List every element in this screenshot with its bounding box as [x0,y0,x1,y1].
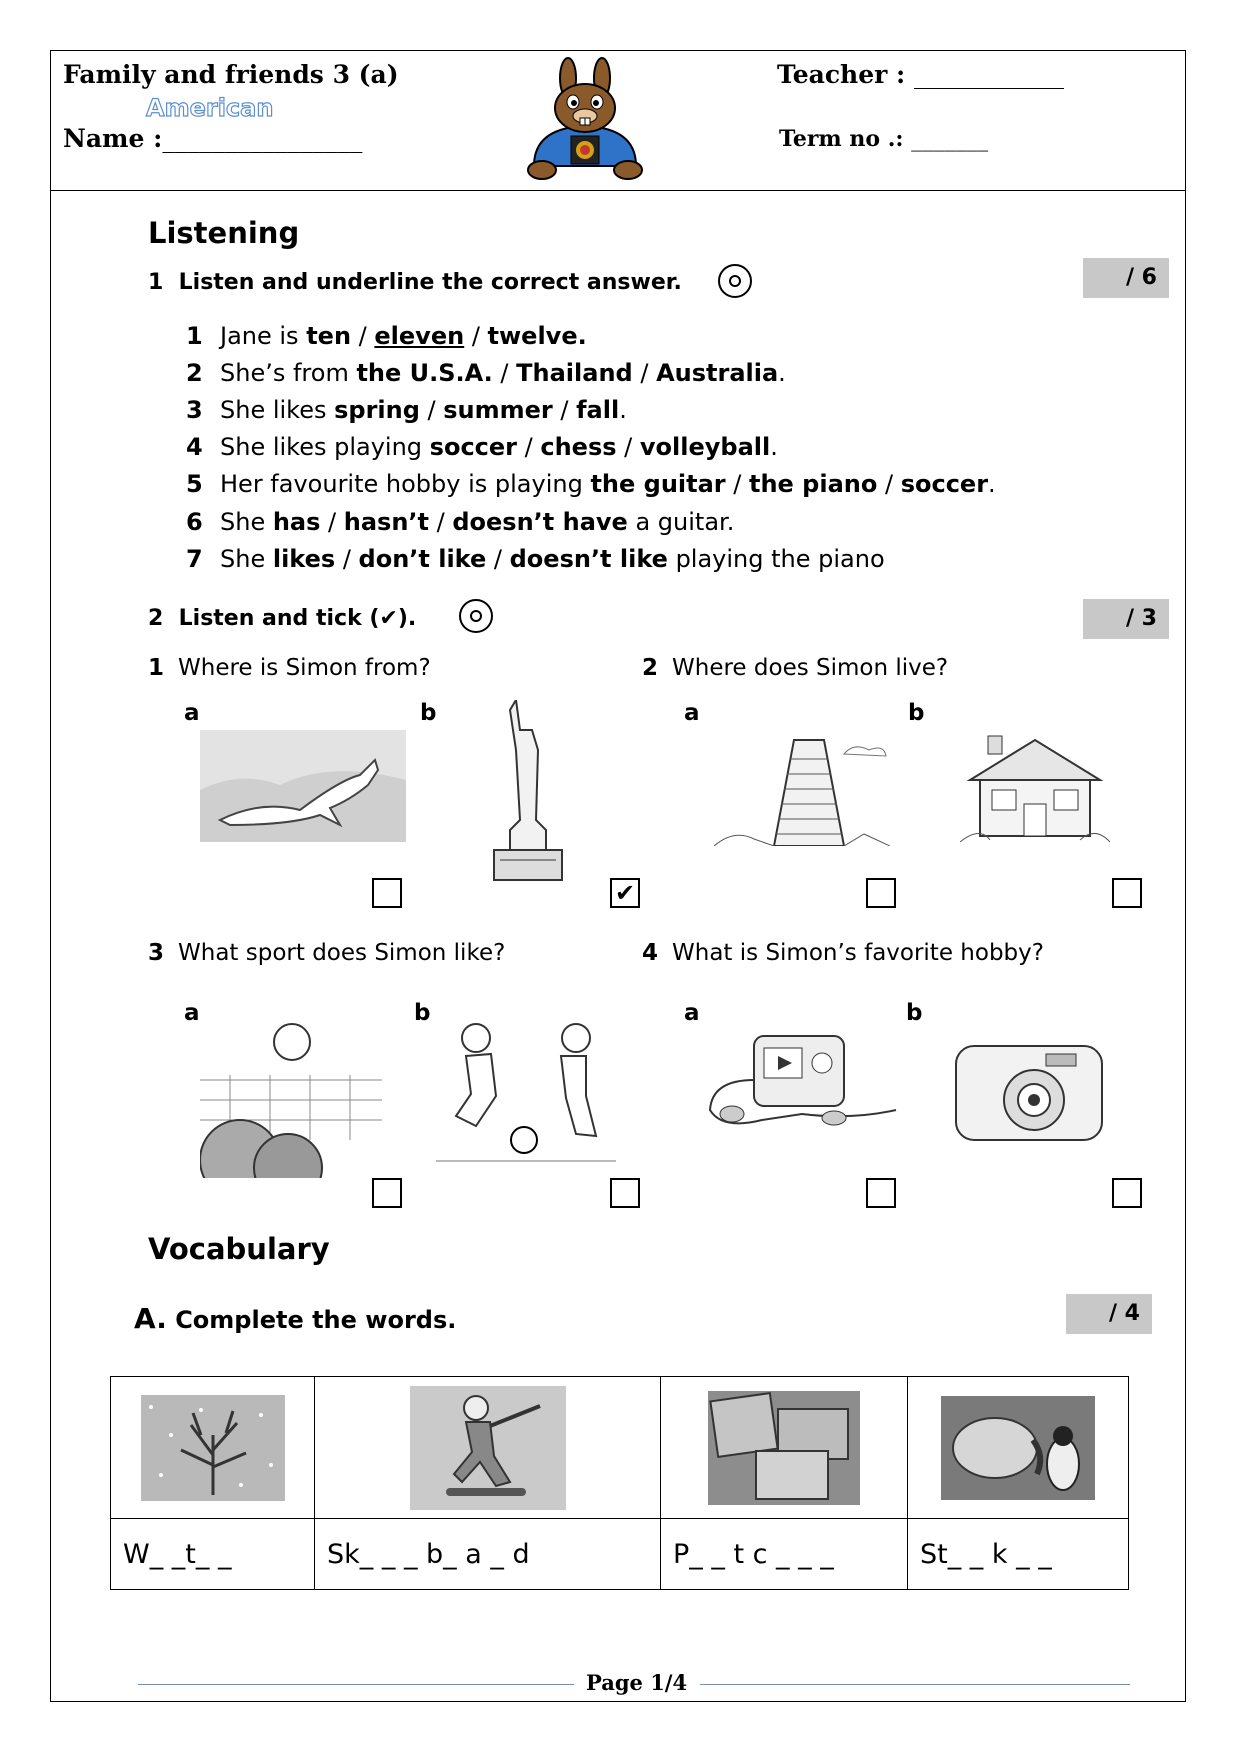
item-stem: She [220,545,273,573]
skyscraper-picture [714,734,890,846]
question-2 [642,655,948,681]
exercise2-score-box: / 3 [1083,599,1169,639]
teacher-label: Teacher : [777,60,906,89]
question-number: 2 [642,655,659,681]
edition-label: American [146,94,274,122]
question-text: Where does Simon live? [672,655,949,681]
answer-option[interactable]: chess [540,433,617,461]
exercise1-item: 7 She likes / don’t like / doesn’t like playing the piano [186,545,885,573]
item-stem: She likes [220,396,335,424]
winter-tree-picture [141,1395,285,1501]
skateboarder-picture [410,1386,566,1510]
exercise1-score-box: / 6 [1083,258,1169,298]
exercise1-item: 4 She likes playing soccer / chess / volleyball. [186,433,778,461]
question-text: What sport does Simon like? [178,940,506,966]
vocabulary-heading: Vocabulary [148,1232,330,1266]
name-field[interactable] [63,124,362,153]
tick-box-q3-b[interactable] [610,1178,640,1208]
item-number: 4 [186,433,203,461]
answer-option[interactable]: fall [576,396,620,424]
word-blank-sticker[interactable]: St_ _ k _ _ [908,1519,1129,1590]
word-row [111,1519,1129,1590]
elephant-penguin-picture [941,1396,1095,1500]
teacher-blank: ____________ [913,60,1064,89]
question-number: 1 [148,655,165,681]
tick-box-q3-a[interactable] [372,1178,402,1208]
volleyball-picture [200,1020,382,1178]
item-number: 7 [186,545,203,573]
question-3 [148,940,505,966]
item-stem: She [220,508,273,536]
name-label: Name : [63,124,163,153]
item-ending: playing the piano [667,545,885,573]
exercise1-number: 1 [148,270,164,295]
answer-option[interactable]: don’t like [358,545,487,573]
answer-option[interactable]: twelve. [487,322,587,350]
answer-option[interactable]: summer [443,396,553,424]
camera-picture [950,1040,1108,1146]
answer-option[interactable]: doesn’t like [509,545,668,573]
answer-option[interactable]: has [272,508,321,536]
question-1 [148,655,431,681]
answer-option[interactable]: ten [306,322,352,350]
word-blank-postcard[interactable]: P_ _ t c _ _ _ [661,1519,908,1590]
picture-cell [908,1377,1129,1519]
option-letter-b: b [906,1000,923,1026]
exercise1-text: Listen and underline the correct answer. [178,270,682,295]
answer-option[interactable]: spring [334,396,420,424]
item-ending: . [778,359,786,387]
option-letter-a: a [184,1000,200,1026]
answer-option[interactable]: hasn’t [343,508,430,536]
exercise1-item: 2 She’s from the U.S.A. / Thailand / Australia. [186,359,786,387]
page-number: Page 1/4 [586,1670,688,1695]
footer-rule-right [700,1684,1130,1685]
footer-rule-left [138,1684,574,1685]
item-number: 6 [186,508,203,536]
music-player-picture [702,1030,898,1140]
exercise2-number: 2 [148,606,164,631]
option-letter-a: a [184,700,200,726]
listening-heading: Listening [148,216,300,250]
worksheet-title: Family and friends 3 (a) [63,60,399,89]
item-number: 5 [186,470,203,498]
house-picture [960,730,1110,846]
item-ending: . [988,470,996,498]
answer-option[interactable]: the piano [748,470,878,498]
tick-box-q2-a[interactable] [866,878,896,908]
tick-box-q4-b[interactable] [1112,1178,1142,1208]
exerciseA-text: Complete the words. [175,1306,457,1334]
term-blank: _______ [911,127,989,152]
header-divider [50,190,1186,191]
option-letter-b: b [414,1000,431,1026]
picture-row [111,1377,1129,1519]
exerciseA-letter: A. [134,1302,167,1335]
exercise1-item: 6 She has / hasn’t / doesn’t have a guitar. [186,508,735,536]
answer-option[interactable]: soccer [900,470,989,498]
item-number: 2 [186,359,203,387]
word-blank-winter[interactable]: W_ _t_ _ [111,1519,315,1590]
answer-option[interactable]: the guitar [590,470,726,498]
exercise2-instruction [148,606,416,631]
tick-box-q1-a[interactable] [372,878,402,908]
picture-cell [661,1377,908,1519]
item-stem: She’s from [220,359,357,387]
answer-option[interactable]: volleyball [639,433,771,461]
exerciseA-score-box: / 4 [1066,1294,1152,1334]
question-text: Where is Simon from? [178,655,431,681]
statue-of-liberty-picture [490,700,566,882]
exercise1-instruction [148,270,682,295]
item-number: 1 [186,322,203,350]
option-letter-b: b [420,700,437,726]
exercise1-item: 5 Her favourite hobby is playing the guitar / the piano / soccer. [186,470,996,498]
exercise2-text: Listen and tick (✔). [178,606,417,631]
picture-cell [111,1377,315,1519]
answer-option[interactable]: doesn’t have [452,508,628,536]
item-ending: . [770,433,778,461]
question-number: 3 [148,940,165,966]
option-letter-a: a [684,1000,700,1026]
teacher-field[interactable] [777,60,1064,89]
picture-cell [315,1377,661,1519]
exercise1-item: 3 She likes spring / summer / fall. [186,396,627,424]
answer-option[interactable]: soccer [429,433,518,461]
tick-box-q1-b[interactable]: ✔ [610,878,640,908]
soccer-players-picture [436,1016,616,1166]
answer-option[interactable]: eleven [374,322,465,350]
option-letter-b: b [908,700,925,726]
postcards-picture [708,1391,860,1505]
option-letter-a: a [684,700,700,726]
kangaroo-picture [200,730,406,842]
vocabulary-table [110,1376,1129,1590]
answer-option[interactable]: likes [272,545,336,573]
answer-option[interactable]: Australia [656,359,779,387]
word-blank-skateboard[interactable]: Sk_ _ _ b_ a _ d [315,1519,661,1590]
item-ending: a guitar. [627,508,735,536]
term-label: Term no .: [779,126,904,152]
exercise1-item: 1 Jane is ten / eleven / twelve. [186,322,587,350]
name-blank: ________________ [162,124,363,153]
rabbit-mascot-logo [526,56,644,184]
item-stem: She likes playing [220,433,430,461]
item-ending: . [619,396,627,424]
item-stem: Her favourite hobby is playing [220,470,591,498]
tick-box-q2-b[interactable] [1112,878,1142,908]
item-number: 3 [186,396,203,424]
audio-cd-icon[interactable] [718,264,752,298]
tick-box-q4-a[interactable] [866,1178,896,1208]
answer-option[interactable]: the U.S.A. [356,359,493,387]
term-field[interactable] [779,126,988,152]
question-text: What is Simon’s favorite hobby? [672,940,1044,966]
item-stem: Jane is [220,322,307,350]
question-number: 4 [642,940,659,966]
answer-option[interactable]: Thailand [516,359,633,387]
question-4 [642,940,1044,966]
audio-cd-icon[interactable] [459,599,493,633]
exerciseA-instruction [134,1302,456,1335]
